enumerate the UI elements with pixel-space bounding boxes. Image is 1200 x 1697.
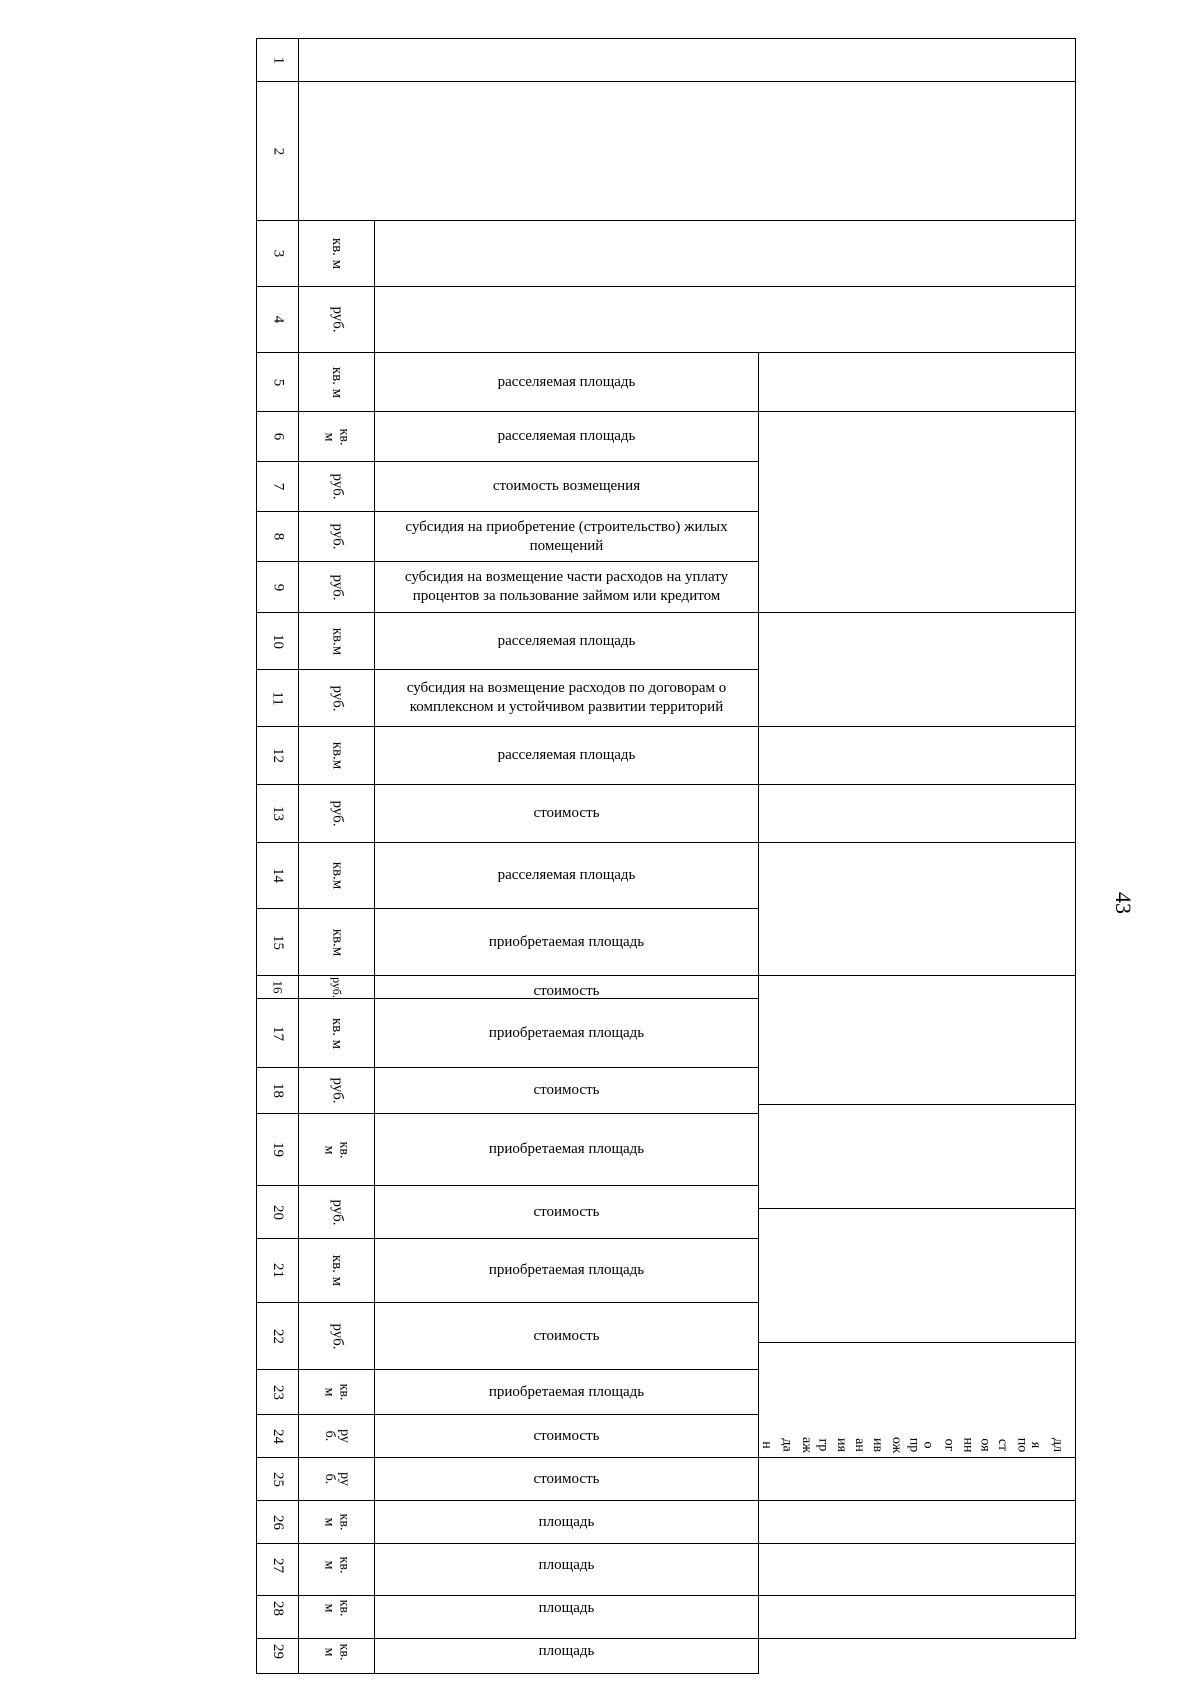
description-cell: стоимость: [533, 1470, 600, 1487]
table-row: 18: [270, 1083, 286, 1098]
table-row: 6: [270, 432, 286, 441]
table-row: 9: [270, 583, 286, 591]
table-row: 11: [269, 690, 286, 706]
description-cell: субсидия на приобретение (строительство) жилых помещений: [405, 518, 728, 554]
table-row: 19: [270, 1142, 286, 1157]
unit-cell: кв. м: [321, 1383, 352, 1401]
table-row: 4: [270, 315, 286, 324]
description-cell: расселяемая площадь: [497, 632, 636, 649]
description-cell: приобретаемая площадь: [488, 933, 645, 950]
unit-cell: руб.: [329, 306, 345, 333]
table-row: 14: [270, 868, 286, 883]
unit-cell: кв. м: [329, 1254, 345, 1287]
unit-cell: кв. м: [321, 1556, 352, 1574]
table-row: 2: [270, 147, 286, 155]
table-row: 16: [270, 980, 286, 994]
table-row: 26: [270, 1514, 286, 1530]
description-cell: расселяемая площадь: [497, 747, 636, 763]
page-number: 43: [1111, 892, 1136, 914]
unit-cell: кв.м: [329, 928, 345, 956]
description-cell: площадь: [538, 1643, 595, 1659]
unit-cell: ру б.: [321, 1472, 352, 1486]
table-row: 7: [270, 482, 286, 491]
table-row: 25: [270, 1471, 286, 1487]
table-row: 3: [270, 249, 286, 258]
unit-cell: руб.: [329, 1323, 345, 1349]
table-row: 17: [270, 1025, 286, 1041]
description-cell: расселяемая площадь: [497, 428, 636, 444]
unit-cell: руб.: [329, 685, 345, 711]
unit-cell: руб.: [329, 574, 345, 600]
unit-cell: руб.: [329, 976, 344, 998]
table-row: 29: [270, 1644, 286, 1659]
unit-cell: кв. м: [321, 1599, 352, 1617]
description-cell: стоимость: [533, 1082, 600, 1098]
description-cell: расселяемая площадь: [497, 373, 636, 390]
description-cell: площадь: [538, 1513, 595, 1530]
unit-cell: кв. м: [329, 366, 345, 398]
description-cell: субсидия на возмещение части расходов на уплату процентов за пользование займом или кредитом: [404, 569, 729, 604]
unit-cell: руб.: [329, 523, 345, 550]
description-cell: стоимость: [533, 1327, 600, 1344]
description-cell: приобретаемая площадь: [488, 1024, 645, 1041]
table-row: 13: [270, 806, 286, 821]
unit-cell: кв.м: [329, 627, 345, 655]
table-row: 21: [270, 1263, 286, 1278]
description-cell: приобретаемая площадь: [488, 1383, 645, 1400]
unit-cell: кв. м: [321, 1513, 352, 1531]
unit-cell: руб.: [329, 800, 345, 827]
table-row: 28: [270, 1600, 286, 1616]
description-cell: площадь: [538, 1599, 595, 1616]
table-row: 22: [270, 1328, 286, 1344]
unit-cell: руб.: [329, 1199, 345, 1225]
unit-cell: кв.м: [329, 741, 345, 770]
table-row: 15: [270, 934, 286, 950]
description-cell: стоимость: [533, 1427, 600, 1444]
description-cell: площадь: [538, 1556, 595, 1573]
description-cell: приобретаемая площадь: [488, 1141, 645, 1157]
table-row: 10: [270, 633, 286, 649]
unit-cell: кв. м: [329, 1017, 345, 1049]
unit-cell: кв. м: [321, 1643, 352, 1660]
table-row: 20: [270, 1204, 286, 1220]
unit-cell: ру б.: [321, 1429, 352, 1443]
unit-cell: кв. м: [321, 1141, 352, 1158]
description-cell: стоимость возмещения: [492, 478, 641, 494]
table-row: 12: [270, 748, 286, 763]
description-cell: расселяемая площадь: [497, 867, 636, 883]
table-row: 5: [270, 378, 286, 386]
unit-cell: кв. м: [321, 428, 352, 445]
notes-column: н да аж гр ия ан ив ож пр о ог нн оя ст по я дл: [758, 1436, 1066, 1454]
unit-cell: руб.: [329, 1077, 345, 1104]
description-cell: приобретаемая площадь: [488, 1262, 645, 1278]
table-row: 1: [270, 56, 286, 64]
unit-cell: кв.м: [329, 861, 345, 890]
table-row: 8: [270, 532, 286, 541]
table-row: 23: [270, 1384, 286, 1400]
description-cell: субсидия на возмещение расходов по договорам о комплексном и устойчивом развитии территорий: [406, 680, 727, 715]
description-cell: стоимость: [533, 1203, 600, 1220]
table-row: 24: [270, 1428, 286, 1444]
unit-cell: руб.: [329, 473, 345, 500]
description-cell: стоимость: [533, 983, 600, 998]
table-row: 27: [270, 1557, 286, 1573]
unit-cell: кв. м: [329, 237, 345, 270]
description-cell: стоимость: [533, 805, 600, 821]
